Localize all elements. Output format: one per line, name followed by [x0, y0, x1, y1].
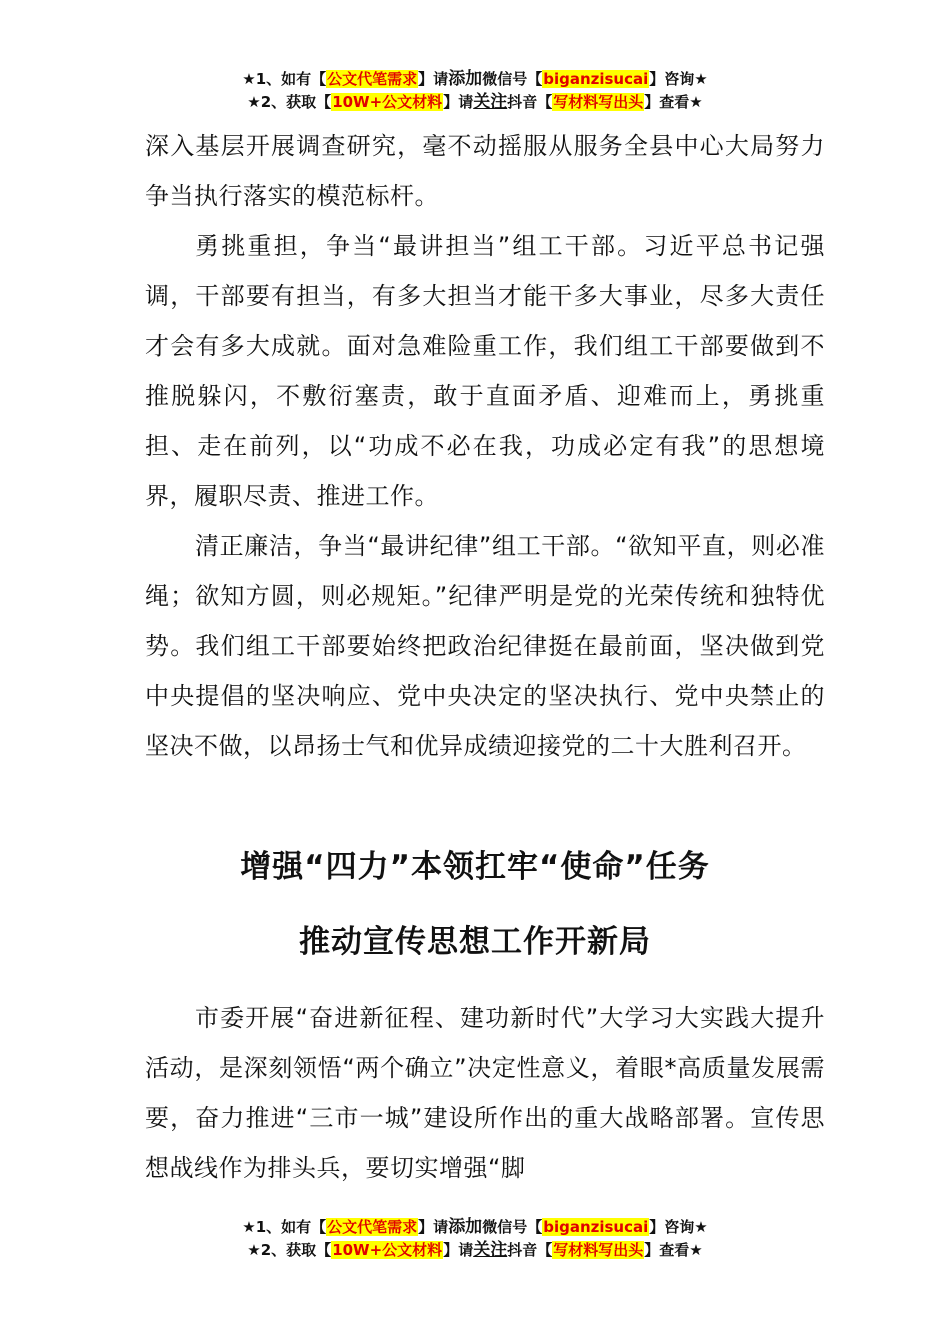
paragraph-2: 勇挑重担，争当“最讲担当”组工干部。习近平总书记强调，干部要有担当，有多大担当才能干多大事业，尽多大责任才会有多大成就。面对急难险重工作，我们组工干部要做到不推脱躲闪，不敷衍塞责，敢于直面矛盾、迎难而上，勇挑重担、走在前列，以“功成不必在我，功成必定有我”的思想境界，履职尽责、推进工作。 [145, 232, 825, 510]
banner-emphasis: 添加 [448, 1217, 483, 1237]
banner-text: 】请 [418, 1218, 449, 1236]
banner-line-1 [0, 68, 950, 91]
highlight-materials: 10W+公文材料 [332, 1241, 443, 1259]
banner-text: 微信号【 [482, 1218, 543, 1236]
banner-line-2 [0, 1239, 950, 1262]
body-section-2 [145, 993, 825, 1193]
paragraph-4: 市委开展“奋进新征程、建功新时代”大学习大实践大提升活动，是深刻领悟“两个确立”决定性意义，着眼*高质量发展需要，奋力推进“三市一城”建设所作出的重大战略部署。宣传思想战线作为排头兵，要切实增强“脚 [145, 1004, 825, 1182]
body-section-1 [145, 121, 825, 771]
banner-text: 】咨询★ [649, 1218, 708, 1236]
banner-text: ★2、获取【 [247, 93, 332, 111]
banner-text: 】查看★ [644, 1241, 703, 1259]
banner-text: 】请 [443, 1241, 474, 1259]
banner-text: ★1、如有【 [242, 1218, 327, 1236]
banner-emphasis: 添加 [448, 69, 483, 89]
banner-text: 抖音【 [507, 1241, 553, 1259]
highlight-materials: 10W+公文材料 [332, 93, 443, 111]
header-banner [0, 68, 950, 114]
highlight-douyin-account: 写材料写出头 [553, 93, 644, 111]
highlight-service: 公文代笔需求 [327, 1218, 418, 1236]
banner-text: ★1、如有【 [242, 70, 327, 88]
banner-emphasis: 关注 [473, 92, 508, 112]
banner-line-1 [0, 1216, 950, 1239]
banner-text: 】请 [443, 93, 474, 111]
banner-line-2 [0, 91, 950, 114]
banner-text: 抖音【 [507, 93, 553, 111]
banner-emphasis: 关注 [473, 1240, 508, 1260]
banner-text: ★2、获取【 [247, 1241, 332, 1259]
highlight-douyin-account: 写材料写出头 [553, 1241, 644, 1259]
highlight-wechat-id: biganzisucai [543, 1218, 649, 1236]
article-title-line-2: 推动宣传思想工作开新局 [299, 924, 651, 960]
article-title-line-1: 增强“四力”本领扛牢“使命”任务 [240, 849, 710, 885]
paragraph-3: 清正廉洁，争当“最讲纪律”组工干部。“欲知平直，则必准绳；欲知方圆，则必规矩。”纪律严明是党的光荣传统和独特优势。我们组工干部要始终把政治纪律挺在最前面，坚决做到党中央提倡的坚决响应、党中央决定的坚决执行、党中央禁止的坚决不做，以昂扬士气和优异成绩迎接党的二十大胜利召开。 [145, 532, 825, 760]
banner-text: 】请 [418, 70, 449, 88]
banner-text: 】查看★ [644, 93, 703, 111]
highlight-service: 公文代笔需求 [327, 70, 418, 88]
banner-text: 微信号【 [482, 70, 543, 88]
paragraph-1: 深入基层开展调查研究，毫不动摇服从服务全县中心大局努力争当执行落实的模范标杆。 [145, 132, 825, 210]
banner-text: 】咨询★ [649, 70, 708, 88]
footer-banner [0, 1216, 950, 1262]
highlight-wechat-id: biganzisucai [543, 70, 649, 88]
